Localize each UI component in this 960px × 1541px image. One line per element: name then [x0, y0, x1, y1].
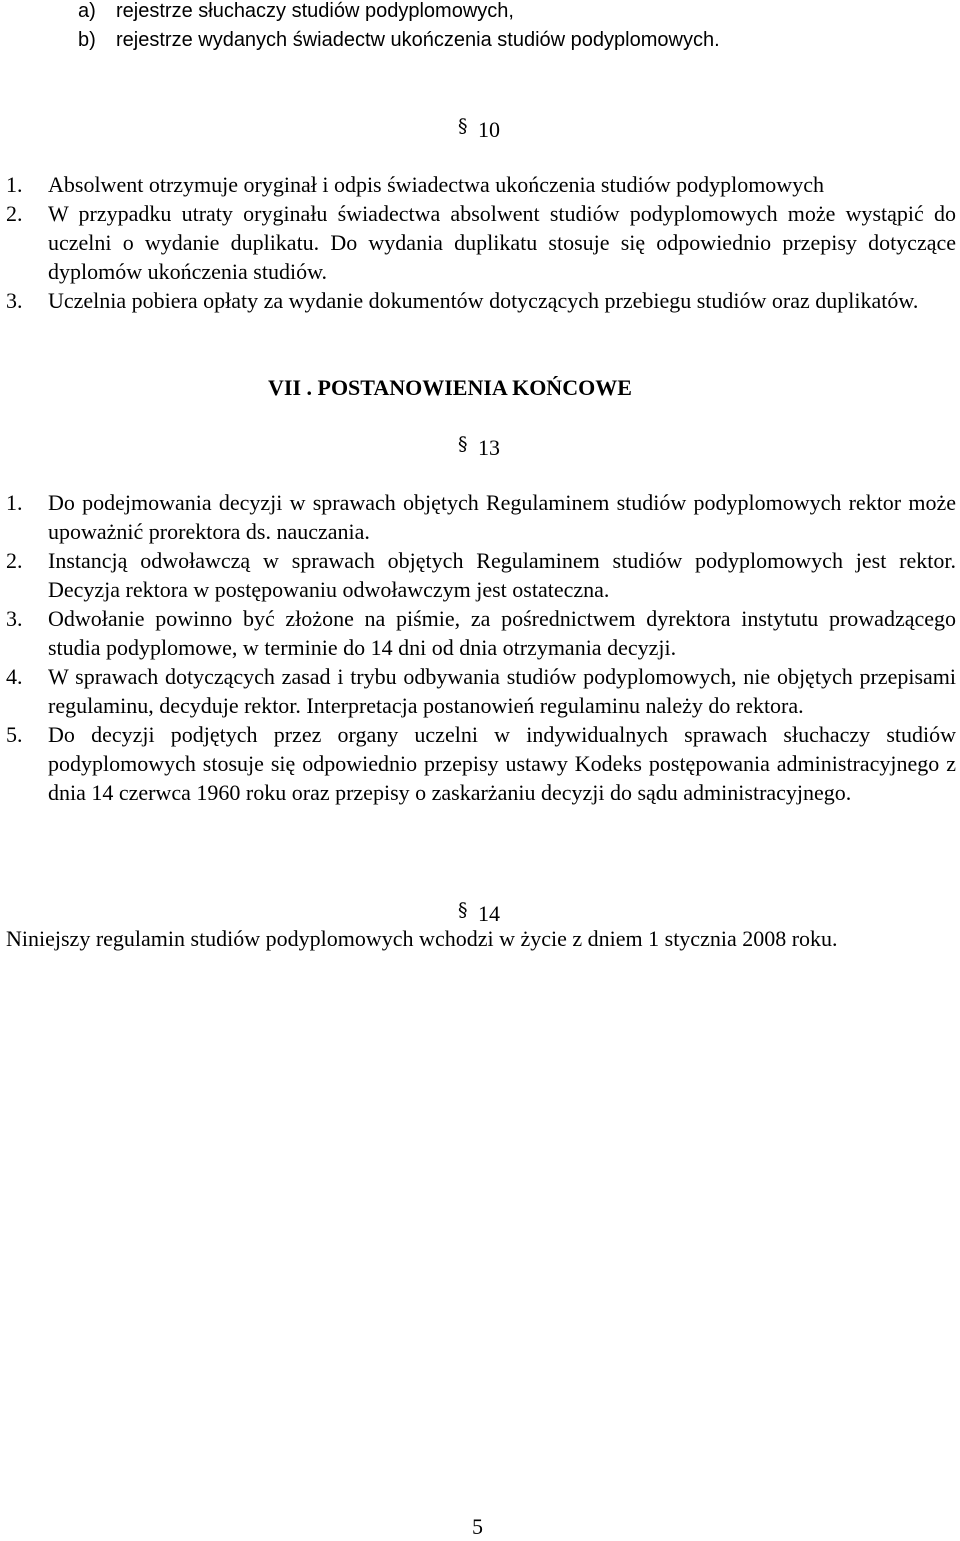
list-item-text: Uczelnia pobiera opłaty za wydanie dokumentów dotyczących przebiegu studiów oraz duplikatów. [48, 288, 919, 313]
list-item-text: W sprawach dotyczących zasad i trybu odbywania studiów podyplomowych, nie objętych przepisami regulaminu, decyduje rektor. Interpretacja postanowień regulaminu należy do rektora. [48, 664, 956, 718]
closing-paragraph: Niniejszy regulamin studiów podyplomowych wchodzi w życie z dniem 1 stycznia 2008 roku. [6, 926, 838, 951]
list-marker: b) [78, 29, 96, 51]
list-marker: 2. [6, 548, 23, 573]
list-item [6, 170, 956, 199]
section-number: 13 [478, 435, 500, 460]
section-heading-10 [440, 112, 520, 156]
section-10-list [6, 170, 956, 315]
section-symbol: § [458, 899, 468, 921]
list-marker: 2. [6, 201, 23, 226]
chapter-heading: VII . POSTANOWIENIA KOŃCOWE [268, 375, 632, 400]
list-item [6, 546, 956, 604]
list-marker: 1. [6, 490, 23, 515]
list-marker: a) [78, 0, 96, 22]
list-item-text: Do podejmowania decyzji w sprawach objętych Regulaminem studiów podyplomowych rektor może upoważnić prorektora ds. nauczania. [48, 490, 956, 544]
list-item [6, 286, 956, 315]
page-number: 5 [472, 1514, 483, 1539]
list-item [6, 720, 956, 807]
list-item [6, 662, 956, 720]
list-item [6, 488, 956, 546]
section-symbol: § [458, 433, 468, 455]
list-marker: 5. [6, 722, 23, 747]
list-item-text: rejestrze słuchaczy studiów podyplomowych, [116, 0, 514, 22]
list-marker: 3. [6, 606, 23, 631]
section-heading-13 [440, 430, 520, 474]
list-item-text: Absolwent otrzymuje oryginał i odpis świadectwa ukończenia studiów podyplomowych [48, 172, 824, 197]
list-item-text: W przypadku utraty oryginału świadectwa absolwent studiów podyplomowych może wystąpić do uczelni o wydanie duplikatu. Do wydania duplikatu stosuje się odpowiednio przepisy dotyczące dyplomów ukończenia studiów. [48, 201, 956, 284]
list-item [6, 604, 956, 662]
list-item [78, 26, 918, 55]
list-item-text: Odwołanie powinno być złożone na piśmie, za pośrednictwem dyrektora instytutu prowadzącego studia podyplomowe, w terminie do 14 dni od dnia otrzymania decyzji. [48, 606, 956, 660]
section-symbol: § [458, 115, 468, 137]
list-item [6, 199, 956, 286]
list-item-text: Do decyzji podjętych przez organy uczelni w indywidualnych sprawach słuchaczy studiów podyplomowych stosuje się odpowiednio przepisy ustawy Kodeks postępowania administracyjnego z dnia 14 czerwca 1960 roku oraz przepisy o zaskarżaniu decyzji do sądu administracyjnego. [48, 722, 956, 805]
sublist [78, 0, 918, 55]
list-item-text: rejestrze wydanych świadectw ukończenia studiów podyplomowych. [116, 29, 720, 51]
section-13-list [6, 488, 956, 807]
list-marker: 4. [6, 664, 23, 689]
section-number: 14 [478, 901, 500, 926]
list-marker: 3. [6, 288, 23, 313]
list-marker: 1. [6, 172, 23, 197]
section-number: 10 [478, 117, 500, 142]
list-item-text: Instancją odwoławczą w sprawach objętych Regulaminem studiów podyplomowych jest rektor. Decyzja rektora w postępowaniu odwoławczym jest ostateczna. [48, 548, 956, 602]
list-item [78, 0, 918, 26]
